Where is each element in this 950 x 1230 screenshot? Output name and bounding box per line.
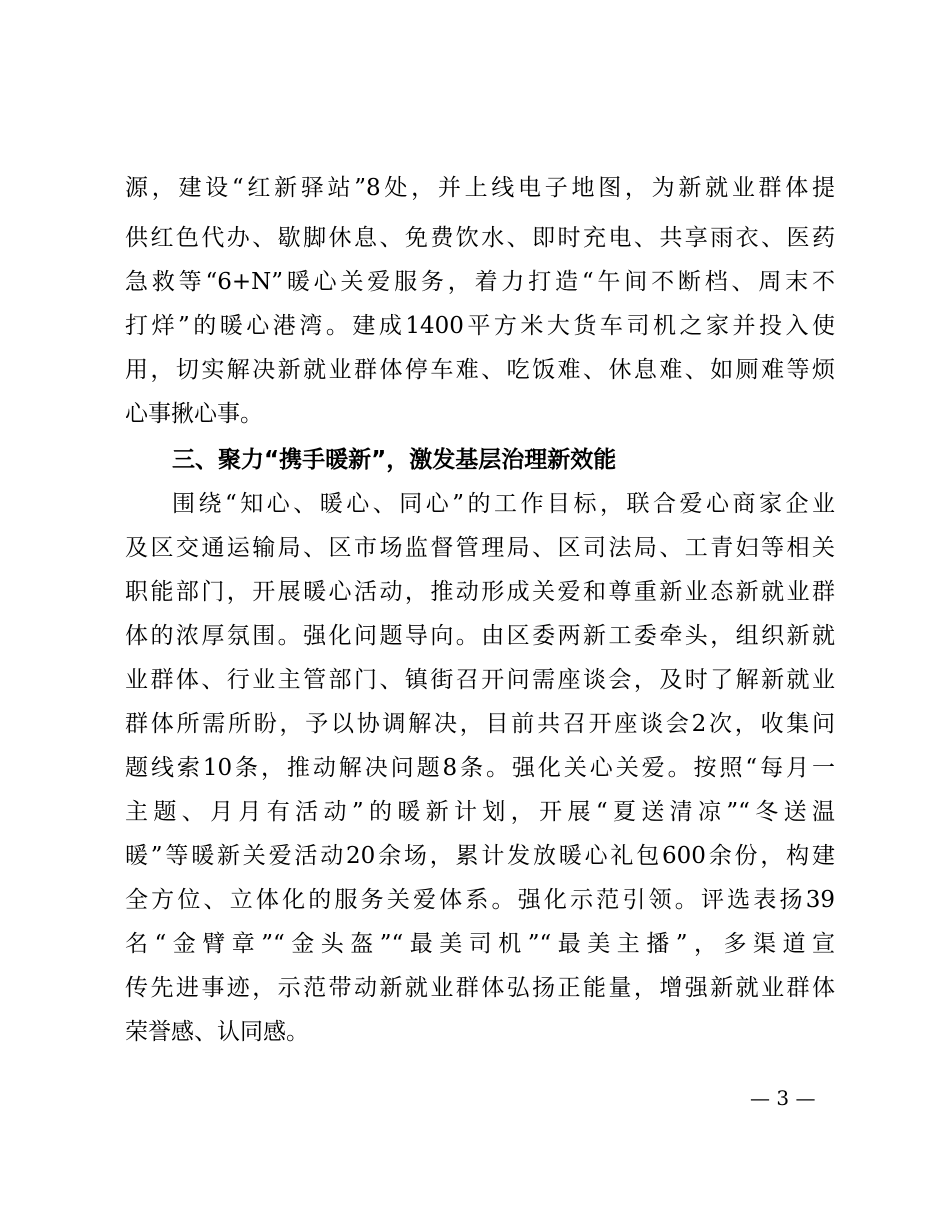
paragraph-2-line-5: 业群体、行业主管部门、镇街召开问需座谈会，及时了解新就业 [125, 667, 835, 693]
section-heading: 三、聚力“携手暖新”，激发基层治理新效能 [172, 447, 617, 473]
paragraph-2-line-1: 围绕“知心、暖心、同心”的工作目标，联合爱心商家企业 [172, 491, 835, 517]
paragraph-2-line-3: 职能部门，开展暖心活动，推动形成关爱和尊重新业态新就业群 [125, 579, 835, 605]
paragraph-1-line-4: 打烊”的暖心港湾。建成1400平方米大货车司机之家并投入使 [125, 313, 835, 339]
paragraph-1-line-3: 急救等“6+N”暖心关爱服务，着力打造“午间不断档、周末不 [125, 269, 835, 295]
paragraph-2-line-13: 荣誉感、认同感。 [125, 1019, 309, 1045]
paragraph-2-line-9: 暖”等暖新关爱活动20余场，累计发放暖心礼包600余份，构建 [125, 843, 835, 869]
paragraph-1-line-6: 心事揪心事。 [125, 401, 263, 427]
page-number: — 3 — [750, 1086, 816, 1110]
paragraph-2-line-8: 主题、月月有活动”的暖新计划，开展“夏送清凉”“冬送温 [125, 799, 835, 825]
paragraph-2-line-4: 体的浓厚氛围。强化问题导向。由区委两新工委牵头，组织新就 [125, 623, 835, 649]
paragraph-2-line-11: 名“金臂章”“金头盔”“最美司机”“最美主播”，多渠道宣 [125, 931, 835, 957]
paragraph-1-line-5: 用，切实解决新就业群体停车难、吃饭难、休息难、如厕难等烦 [125, 357, 835, 383]
paragraph-2-line-2: 及区交通运输局、区市场监督管理局、区司法局、工青妇等相关 [125, 535, 835, 561]
paragraph-2-line-10: 全方位、立体化的服务关爱体系。强化示范引领。评选表扬39 [125, 887, 835, 913]
paragraph-2-line-7: 题线索10条，推动解决问题8条。强化关心关爱。按照“每月一 [125, 755, 835, 781]
paragraph-1-line-1: 源，建设“红新驿站”8处，并上线电子地图，为新就业群体提 [125, 175, 835, 201]
paragraph-2-line-12: 传先进事迹，示范带动新就业群体弘扬正能量，增强新就业群体 [125, 975, 835, 1001]
paragraph-1-line-2: 供红色代办、歇脚休息、免费饮水、即时充电、共享雨衣、医药 [125, 225, 835, 251]
paragraph-2-line-6: 群体所需所盼，予以协调解决，目前共召开座谈会2次，收集问 [125, 711, 835, 737]
